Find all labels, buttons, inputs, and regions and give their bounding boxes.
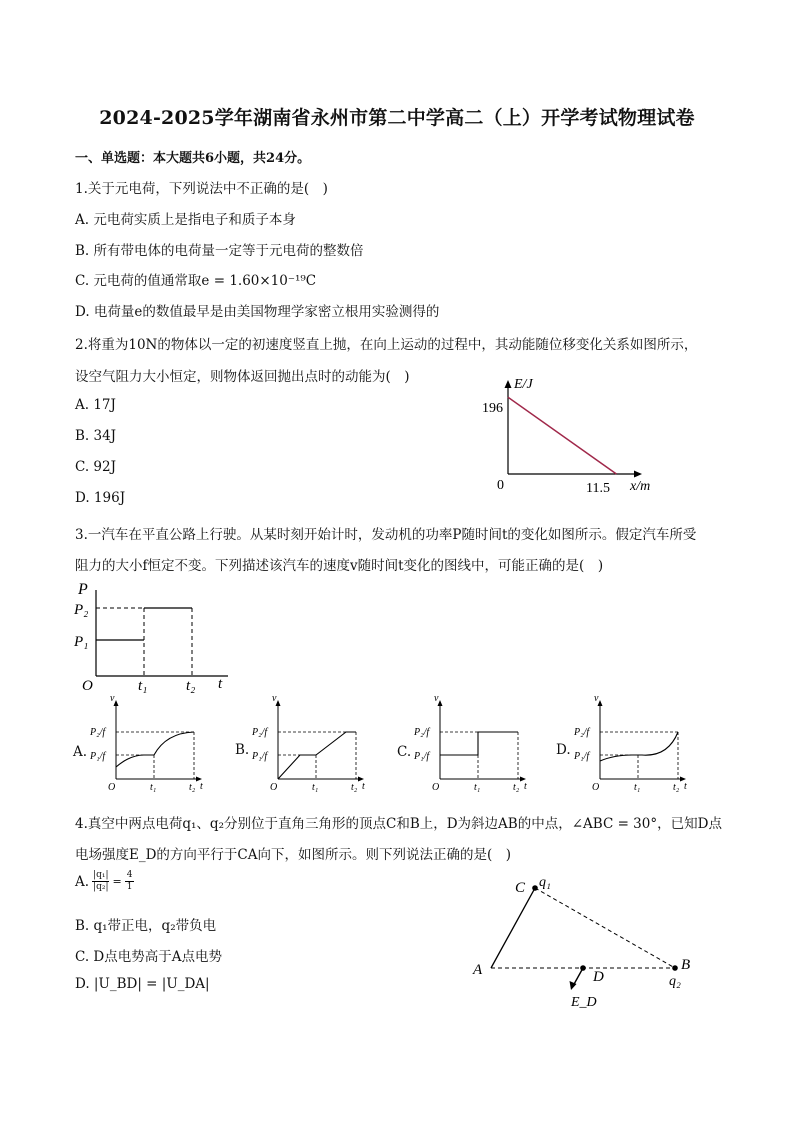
- energy-displacement-graph: [470, 370, 670, 500]
- power-y-label: P: [78, 581, 88, 598]
- q2-option-a[interactable]: A. 17J: [75, 397, 116, 413]
- section-heading: 一、单选题：本大题共6小题，共24分。: [75, 151, 311, 166]
- energy-data-line: [508, 397, 616, 474]
- energy-y-arrow-icon: [505, 380, 512, 388]
- vt-a-t1-label: t₁: [150, 782, 157, 793]
- energy-x-label: x/m: [630, 479, 651, 494]
- q3-stem-line1: 3.一汽车在平直公路上行驶。从某时刻开始计时，发动机的功率P随时间t的变化如图所示。假定汽车所受: [75, 527, 697, 543]
- power-p2-label: P₂: [74, 602, 89, 618]
- vt-d-x-label: t: [684, 781, 687, 792]
- vt-d-p2f-label: P₂/f: [574, 727, 590, 738]
- q2-stem-line2: 设空气阻力大小恒定，则物体返回抛出点时的动能为( ): [75, 369, 410, 385]
- energy-x-tick-11-5: 11.5: [586, 481, 610, 496]
- vt-a-y-label: v: [110, 693, 115, 704]
- vt-a-t2-label: t₂: [189, 782, 196, 793]
- q4-option-a-denominator: |q₂|: [93, 882, 109, 892]
- power-p1-label: P₁: [74, 634, 89, 650]
- q1-option-b[interactable]: B. 所有带电体的电荷量一定等于元电荷的整数倍: [75, 243, 364, 259]
- vertex-c-label: C: [515, 880, 526, 896]
- q1-option-c[interactable]: C. 元电荷的值通常取e = 1.60×10⁻¹⁹C: [75, 273, 317, 289]
- triangle-side-ca: [491, 888, 535, 968]
- q3-option-a-label[interactable]: A.: [73, 744, 88, 760]
- q1-stem: 1.关于元电荷，下列说法中不正确的是( ): [75, 181, 328, 197]
- vt-c-p2f-label: P₂/f: [414, 727, 430, 738]
- vt-b-p1f-label: P₁/f: [252, 751, 268, 762]
- vt-d-t1-label: t₁: [634, 782, 641, 793]
- q4-option-a-rhs-denominator: 1: [126, 882, 133, 892]
- vt-c-y-label: v: [434, 693, 439, 704]
- point-d-label: D: [593, 969, 604, 985]
- page-title: 2024-2025学年湖南省永州市第二中学高二（上）开学考试物理试卷: [99, 107, 695, 129]
- vt-d-origin-label: O: [592, 782, 600, 793]
- vt-graph-d[interactable]: [572, 693, 692, 793]
- vt-c-x-label: t: [524, 781, 527, 792]
- power-x-label: t: [218, 676, 223, 692]
- vt-d-t2-label: t₂: [673, 782, 680, 793]
- vt-c-t2-label: t₂: [513, 782, 520, 793]
- energy-y-label: E/J: [514, 377, 533, 392]
- triangle-side-cb: [535, 888, 675, 968]
- vt-b-y-label: v: [272, 693, 277, 704]
- vt-c-p1f-label: P₁/f: [414, 751, 430, 762]
- q3-option-d-label[interactable]: D.: [556, 742, 571, 758]
- q3-option-b-label[interactable]: B.: [235, 742, 250, 758]
- q4-stem-line2: 电场强度E_D的方向平行于CA向下，如图所示。则下列说法正确的是( ): [75, 847, 512, 863]
- charge-q1-label: q₁: [539, 875, 551, 890]
- q4-option-b[interactable]: B. q₁带正电，q₂带负电: [75, 918, 217, 934]
- power-t1-label: t₁: [138, 678, 148, 694]
- charge-q1-point: [532, 885, 538, 891]
- vt-graph-a[interactable]: [88, 693, 206, 793]
- q4-option-a-rhs-numerator: 4: [126, 870, 133, 880]
- charge-triangle-diagram: [465, 868, 705, 1013]
- q2-option-c[interactable]: C. 92J: [75, 459, 117, 475]
- q4-option-c[interactable]: C. D点电势高于A点电势: [75, 949, 223, 965]
- vt-graph-b[interactable]: [250, 693, 368, 793]
- q1-option-d[interactable]: D. 电荷量e的数值最早是由美国物理学家密立根用实验测得的: [75, 304, 440, 320]
- vt-c-origin-label: O: [432, 782, 440, 793]
- vt-b-origin-label: O: [270, 782, 278, 793]
- q1-option-a[interactable]: A. 元电荷实质上是指电子和质子本身: [75, 212, 296, 228]
- q4-stem-line1: 4.真空中两点电荷q₁、q₂分别位于直角三角形的顶点C和B上，D为斜边AB的中点，∠ABC = 30°，已知D点: [75, 816, 722, 832]
- q4-option-a-numerator: |q₁|: [93, 870, 109, 880]
- vt-b-t1-label: t₁: [312, 782, 319, 793]
- vt-b-p2f-label: P₂/f: [252, 727, 268, 738]
- field-ed-label: E_D: [571, 995, 597, 1010]
- q4-option-a-equals: =: [112, 875, 122, 888]
- power-t2-label: t₂: [186, 678, 196, 694]
- vt-a-x-label: t: [200, 781, 203, 792]
- power-origin-label: O: [82, 678, 93, 694]
- vt-a-origin-label: O: [108, 782, 116, 793]
- vt-a-p2f-label: P₂/f: [90, 727, 106, 738]
- q3-option-c-label[interactable]: C.: [397, 744, 412, 760]
- energy-x-arrow-icon: [634, 471, 642, 478]
- vt-b-t2-label: t₂: [351, 782, 358, 793]
- vt-d-p1f-label: P₁/f: [574, 751, 590, 762]
- q2-option-d[interactable]: D. 196J: [75, 490, 126, 506]
- vt-b-curve: [278, 732, 356, 779]
- vt-graph-c[interactable]: [412, 693, 530, 793]
- q3-stem-line2: 阻力的大小f恒定不变。下列描述该汽车的速度v随时间t变化的图线中，可能正确的是( ): [75, 558, 604, 574]
- q4-option-d[interactable]: D. |U_BD| = |U_DA|: [75, 976, 210, 992]
- q2-stem-line1: 2.将重为10N的物体以一定的初速度竖直上抛，在向上运动的过程中，其动能随位移变化关系如图所示，: [75, 337, 698, 353]
- vt-a-p1f-label: P₁/f: [90, 751, 106, 762]
- vt-b-x-label: t: [362, 781, 365, 792]
- vt-d-y-label: v: [594, 693, 599, 704]
- q4-option-a[interactable]: [75, 870, 134, 893]
- charge-q2-label: q₂: [669, 974, 681, 989]
- vertex-a-label: A: [473, 962, 483, 978]
- q4-option-a-rhs-fraction: [125, 870, 135, 893]
- vt-a-curve: [116, 732, 194, 767]
- energy-origin-label: 0: [497, 478, 504, 493]
- q2-option-b[interactable]: B. 34J: [75, 428, 117, 444]
- q4-option-a-fraction: [92, 870, 109, 893]
- vertex-b-label: B: [681, 957, 691, 973]
- q4-option-a-prefix: A.: [75, 873, 90, 890]
- charge-q2-point: [672, 965, 678, 971]
- energy-y-tick-196: 196: [482, 401, 503, 416]
- vt-c-curve: [440, 732, 518, 755]
- power-time-graph: [68, 576, 243, 696]
- vt-d-curve: [600, 732, 678, 761]
- vt-c-t1-label: t₁: [474, 782, 481, 793]
